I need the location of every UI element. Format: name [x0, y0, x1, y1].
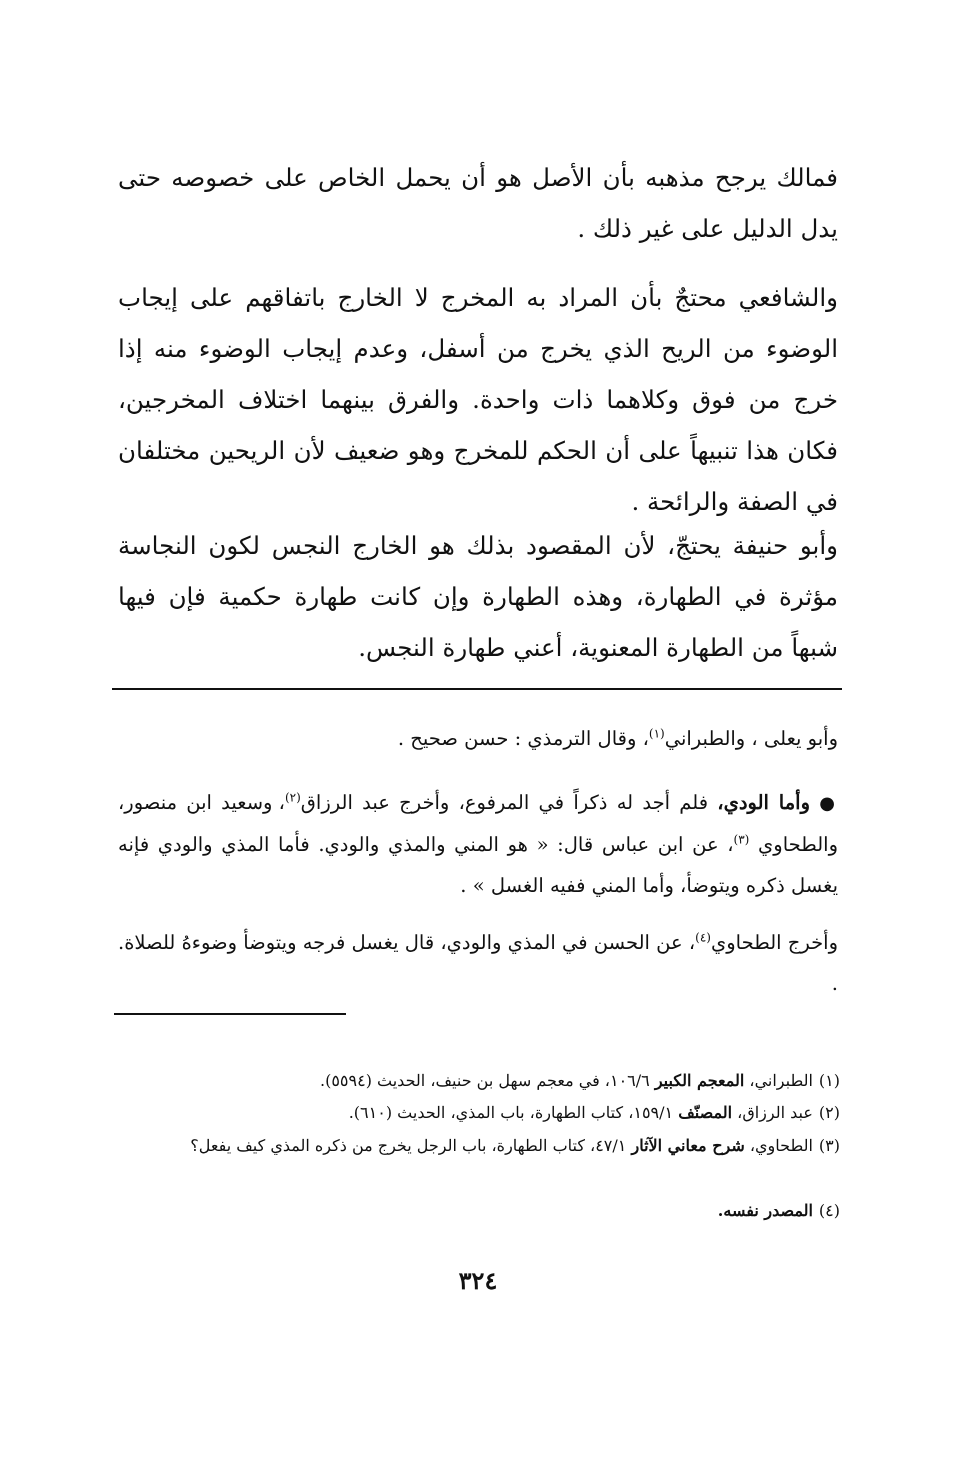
footnote-text: ٤٧/١، كتاب الطهارة، باب الرجل يخرج من ذكره المذي كيف يفعل؟ — [190, 1136, 632, 1155]
footnote-text: ١٥٩/١، كتاب الطهارة، باب المذي، الحديث (٦١٠). — [348, 1103, 679, 1122]
section-divider — [112, 688, 842, 690]
footnote-book-title: المعجم الكبير — [654, 1071, 745, 1090]
commentary-lead: وأما الودي، — [717, 791, 811, 814]
footnote-ref-1: (١) — [648, 726, 665, 741]
commentary-paragraph-2 — [118, 782, 838, 906]
footnote-text: الطبراني، — [744, 1071, 813, 1090]
footnote-number: (٢) — [818, 1103, 840, 1122]
footnote-text: عبد الرزاق، — [732, 1103, 813, 1122]
footnote-number: (٤) — [818, 1201, 840, 1220]
footnote-ref-2: (٢) — [284, 790, 301, 805]
footnote-text: ١٠٦/٦، في معجم سهل بن حنيف، الحديث (٥٥٩٤). — [319, 1071, 655, 1090]
footnote-book-title: المصنّف — [678, 1103, 733, 1122]
commentary-text: ، عن الحسن في المذي والودي، قال يغسل فرجه ويتوضأ وضوءهُ للصلاة. . — [118, 931, 838, 995]
commentary-text: وأبو يعلى ، والطبراني — [664, 727, 838, 750]
footnote-1 — [118, 1066, 840, 1096]
body-paragraph-1: فمالك يرجح مذهبه بأن الأصل هو أن يحمل الخاص على خصوصه حتى يدل الدليل على غير ذلك . — [118, 163, 838, 243]
footnote-number: (١) — [818, 1071, 840, 1090]
commentary-paragraph-3 — [118, 922, 838, 1004]
footnote-ref-4: (٤) — [695, 930, 711, 945]
bullet-icon: ● — [819, 793, 839, 814]
footnote-2 — [118, 1098, 840, 1128]
commentary-text: ، عن ابن عباس قال: « هو المني والمذي والودي. فأما المذي والودي فإنه يغسل ذكره ويتوضأ، وأما المني ففيه الغسل » . — [118, 833, 838, 897]
commentary-text: ، وقال الترمذي : حسن صحيح . — [397, 727, 649, 750]
footnote-text: الطحاوي، — [744, 1136, 813, 1155]
page-number: ٣٢٤ — [458, 1266, 498, 1295]
commentary-text: ، وسعيد ابن منصور، والطحاوي — [118, 791, 838, 856]
footnote-4 — [118, 1196, 840, 1226]
commentary-paragraph-1 — [118, 718, 838, 759]
body-paragraph-3: وأبو حنيفة يحتجّ، لأن المقصود بذلك هو الخارج النجس لكون النجاسة مؤثرة في الطهارة، وهذه الطهارة وإن كانت طهارة حكمية فإن فيها شبهاً من الطهارة المعنوية، أعني طهارة النجس. — [118, 531, 838, 662]
body-paragraph-2: والشافعي محتجٌ بأن المراد به المخرج لا الخارج باتفاقهم على إيجاب الوضوء من الريح الذي يخرج من أسفل، وعدم إيجاب الوضوء منه إذا خرج من فوق وكلاهما ذات واحدة. والفرق بينهما اختلاف المخرجين، فكان هذا تنبيهاً على أن الحكم للمخرج وهو ضعيف لأن الريحين مختلفان في الصفة والرائحة . — [118, 283, 838, 516]
footnote-3 — [118, 1131, 840, 1161]
footnote-book-title: المصدر نفسه. — [717, 1201, 813, 1220]
commentary-text: وأخرج الطحاوي — [710, 931, 838, 954]
footnote-divider — [114, 1013, 346, 1015]
footnote-ref-3: (٣) — [733, 832, 750, 847]
commentary-text: فلم أجد له ذكراً في المرفوع، وأخرج عبد الرزاق — [300, 791, 718, 814]
footnote-number: (٣) — [818, 1136, 840, 1155]
footnote-book-title: شرح معاني الآثار — [631, 1136, 745, 1155]
